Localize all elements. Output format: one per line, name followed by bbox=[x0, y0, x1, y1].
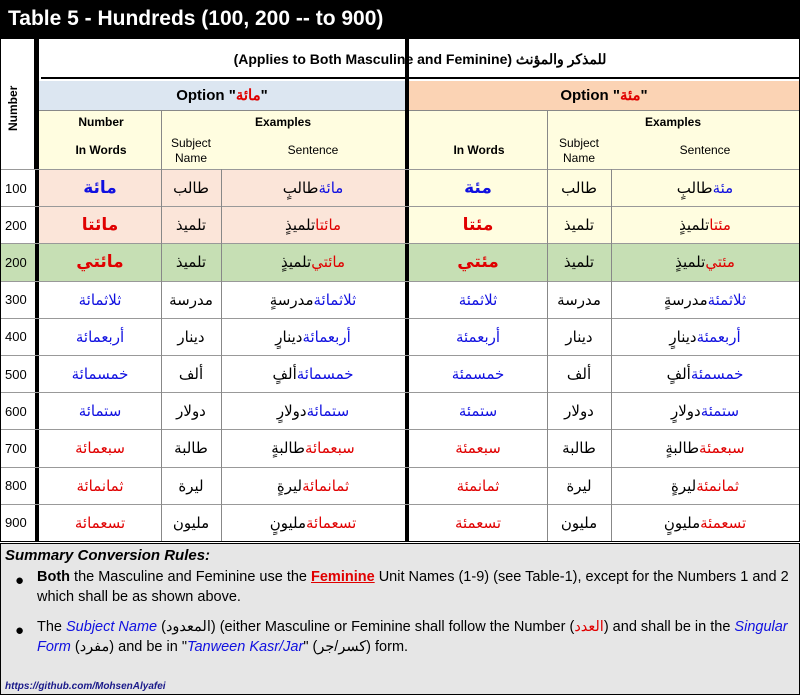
number-cell: 700 bbox=[5, 440, 27, 456]
sentence-cell: ثمانمائة ليرةٍ bbox=[276, 476, 350, 495]
option2-header: Option "مئة" bbox=[409, 81, 799, 111]
in-words-cell-2: مئتي bbox=[457, 252, 499, 273]
col-subject: Subject bbox=[170, 136, 212, 150]
in-words-cell: ثلاثمائة bbox=[78, 290, 122, 309]
subject-name-cell-2: دولار bbox=[564, 402, 594, 421]
sentence-cell-2: مئتا تلميذٍ bbox=[679, 216, 731, 235]
in-words-cell-2: مئتا bbox=[462, 215, 494, 236]
table-row bbox=[1, 392, 799, 429]
subject-name-cell: ألف bbox=[178, 365, 204, 384]
subject-name-cell: دولار bbox=[176, 402, 206, 421]
rule-2: The Subject Name (المعدود) (either Masculine or Feminine shall follow the Number (العدد) and shall be in the Singular Form (مفرد) and be in "Tanween Kasr/Jar" (كسر/جر) form. bbox=[37, 619, 788, 655]
sentence-cell: تسعمائة مليونٍ bbox=[269, 513, 357, 532]
sentence-cell-2: سبعمئة طالبةٍ bbox=[665, 439, 745, 458]
in-words-cell: سبعمائة bbox=[75, 439, 125, 458]
subject-name-cell-2: طالب bbox=[561, 179, 597, 198]
sentence-cell: سبعمائة طالبةٍ bbox=[271, 439, 355, 458]
sentence-cell-2: ثلاثمئة مدرسةٍ bbox=[663, 290, 747, 309]
table-row bbox=[1, 318, 799, 355]
in-words-cell-2: ستمئة bbox=[458, 402, 498, 421]
number-cell: 800 bbox=[5, 478, 27, 494]
subject-name-cell-2: مليون bbox=[560, 513, 598, 532]
subject-name-cell-2: تلميذ bbox=[563, 216, 595, 235]
in-words-cell: تسعمائة bbox=[74, 513, 126, 532]
applies-heading: (Applies to Both Masculine and Feminine) للمذكر والمؤنث bbox=[41, 39, 799, 79]
subject-name-cell: مدرسة bbox=[169, 290, 213, 309]
subject-name-cell: دينار bbox=[177, 327, 205, 346]
table-title: Table 5 - Hundreds (100, 200 -- to 900) bbox=[0, 0, 800, 38]
in-words-cell: أربعمائة bbox=[75, 327, 125, 346]
in-words-cell-2: ثمانمئة bbox=[456, 476, 500, 495]
col-examples: Examples bbox=[254, 115, 312, 129]
in-words-cell-2: سبعمئة bbox=[455, 439, 501, 458]
col-subject-2: Subject bbox=[558, 136, 600, 150]
subject-name-cell: تلميذ bbox=[175, 216, 207, 235]
in-words-cell-2: مئة bbox=[464, 178, 492, 199]
sentence-cell-2: مئة طالبٍ bbox=[676, 179, 734, 198]
subject-name-cell-2: ألف bbox=[566, 365, 592, 384]
table-row bbox=[1, 206, 799, 243]
subject-name-cell: تلميذ bbox=[175, 253, 207, 272]
sentence-cell-2: ثمانمئة ليرةٍ bbox=[670, 476, 740, 495]
in-words-cell: ثمانمائة bbox=[76, 476, 124, 495]
in-words-cell: مائتا bbox=[81, 215, 119, 236]
sentence-cell-2: مئتي تلميذٍ bbox=[675, 253, 735, 272]
subject-name-cell-2: مدرسة bbox=[557, 290, 601, 309]
option1-header: Option "مائة" bbox=[39, 81, 405, 111]
number-cell: 300 bbox=[5, 292, 27, 308]
sentence-cell: خمسمائة ألفٍ bbox=[272, 365, 354, 384]
in-words-cell: خمسمائة bbox=[71, 365, 129, 384]
subject-name-cell: مليون bbox=[172, 513, 210, 532]
col-in-words: In Words bbox=[75, 143, 127, 157]
github-link[interactable]: https://github.com/MohsenAlyafei bbox=[5, 681, 166, 692]
number-cell: 100 bbox=[5, 180, 27, 196]
col-in-words-2: In Words bbox=[453, 143, 505, 157]
hundreds-table bbox=[0, 38, 800, 542]
subject-name-cell: طالب bbox=[173, 179, 209, 198]
in-words-cell: مائة bbox=[83, 178, 117, 199]
in-words-cell-2: تسعمئة bbox=[454, 513, 502, 532]
summary-title: Summary Conversion Rules: bbox=[5, 547, 211, 564]
table-row bbox=[1, 281, 799, 318]
in-words-cell: مائتي bbox=[76, 252, 124, 273]
number-cell: 200 bbox=[5, 254, 27, 270]
bullet-icon: ● bbox=[15, 572, 25, 589]
sentence-cell: مائتي تلميذٍ bbox=[280, 253, 346, 272]
sentence-cell: أربعمائة دينارٍ bbox=[275, 327, 351, 346]
bullet-icon: ● bbox=[15, 622, 25, 639]
number-cell: 600 bbox=[5, 403, 27, 419]
table-row bbox=[1, 429, 799, 466]
col-name: Name bbox=[174, 151, 207, 165]
summary-rules bbox=[0, 543, 800, 695]
col-number: Number bbox=[78, 115, 124, 129]
sentence-cell: ستمائة دولارٍ bbox=[276, 402, 350, 421]
in-words-cell-2: أربعمئة bbox=[455, 327, 501, 346]
rule-1: Both the Masculine and Feminine use the Feminine Unit Names (1-9) (see Table-1), except for the Numbers 1 and 2 which shall be as shown above. bbox=[37, 569, 789, 605]
subject-name-cell: ليرة bbox=[178, 476, 204, 495]
in-words-cell-2: خمسمئة bbox=[451, 365, 505, 384]
sentence-cell: مائة طالبٍ bbox=[282, 179, 344, 198]
sentence-cell-2: أربعمئة دينارٍ bbox=[669, 327, 741, 346]
table-row bbox=[1, 169, 799, 206]
number-cell: 500 bbox=[5, 366, 27, 382]
col-sentence: Sentence bbox=[287, 143, 339, 157]
number-column-header bbox=[1, 39, 35, 169]
in-words-cell-2: ثلاثمئة bbox=[458, 290, 498, 309]
sentence-cell: ثلاثمائة مدرسةٍ bbox=[269, 290, 357, 309]
table-row bbox=[1, 504, 799, 541]
sentence-cell-2: تسعمئة مليونٍ bbox=[663, 513, 747, 532]
number-cell: 200 bbox=[5, 217, 27, 233]
subject-name-cell-2: طالبة bbox=[562, 439, 596, 458]
subject-name-cell-2: دينار bbox=[565, 327, 593, 346]
subject-name-cell: طالبة bbox=[174, 439, 208, 458]
in-words-cell: ستمائة bbox=[78, 402, 122, 421]
number-cell: 400 bbox=[5, 329, 27, 345]
number-cell: 900 bbox=[5, 515, 27, 531]
col-sentence-2: Sentence bbox=[679, 143, 731, 157]
sentence-cell: مائتا تلميذٍ bbox=[284, 216, 342, 235]
sentence-cell-2: ستمئة دولارٍ bbox=[670, 402, 740, 421]
col-name-2: Name bbox=[562, 151, 595, 165]
table-row bbox=[1, 243, 799, 280]
subject-name-cell-2: ليرة bbox=[566, 476, 592, 495]
col-examples-2: Examples bbox=[644, 115, 702, 129]
table-row bbox=[1, 467, 799, 504]
subject-name-cell-2: تلميذ bbox=[563, 253, 595, 272]
number-label: Number bbox=[6, 85, 20, 131]
table-row bbox=[1, 355, 799, 392]
sentence-cell-2: خمسمئة ألفٍ bbox=[666, 365, 744, 384]
